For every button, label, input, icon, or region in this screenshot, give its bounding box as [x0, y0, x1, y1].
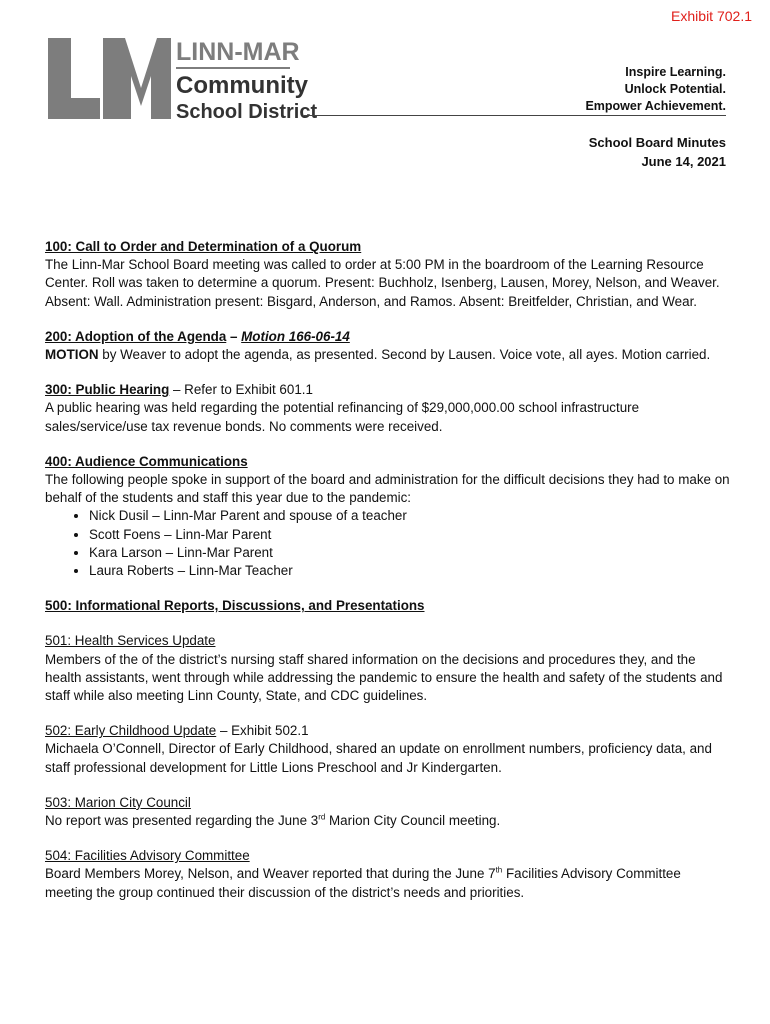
section-503 [45, 794, 730, 830]
section-text: Michaela O’Connell, Director of Early Childhood, shared an update on enrollment numbers, proficiency data, and staff professional development for Little Lions Preschool and Jr Kindergarten. [45, 741, 712, 775]
title-date: June 14, 2021 [641, 154, 726, 169]
subsection-heading: 504: Facilities Advisory Committee [45, 848, 250, 864]
heading-dash: – [226, 328, 242, 344]
tagline-line: Unlock Potential. [624, 82, 726, 96]
section-heading: 200: Adoption of the Agenda [45, 328, 227, 344]
tagline-line: Inspire Learning. [625, 65, 726, 79]
text-part: Board Members Morey, Nelson, and Weaver reported that during the June 7 [45, 866, 496, 882]
minutes-body [45, 238, 730, 919]
ordinal-suffix: rd [318, 812, 326, 822]
subsection-heading: 502: Early Childhood Update [45, 723, 217, 739]
lm-logo-mark [48, 36, 318, 123]
exhibit-reference: – Refer to Exhibit 601.1 [169, 382, 313, 398]
motion-number: Motion 166-06-14 [241, 328, 350, 344]
section-heading: 300: Public Hearing [45, 382, 170, 398]
logo-line1: LINN-MAR [176, 38, 300, 66]
section-text: The following people spoke in support of the board and administration for the difficult decisions they had to make on behalf of the students and staff this year due to the pandemic: [45, 472, 730, 506]
district-logo [48, 36, 318, 127]
section-200 [45, 328, 730, 364]
exhibit-label: Exhibit 702.1 [671, 8, 752, 24]
section-heading: 400: Audience Communications [45, 453, 248, 469]
document-title [589, 133, 726, 171]
section-501 [45, 632, 730, 705]
section-text: A public hearing was held regarding the potential refinancing of $29,000,000.00 school infrastructure sales/service/use tax revenue bonds. No comments were received. [45, 400, 640, 434]
section-100 [45, 238, 730, 311]
logo-line2: Community [176, 72, 308, 99]
section-text [45, 812, 730, 830]
exhibit-reference: – Exhibit 502.1 [216, 723, 309, 739]
list-item: • Scott Foens – Linn-Mar Parent [89, 526, 730, 544]
title-line: School Board Minutes [588, 135, 726, 150]
ordinal-suffix: th [495, 866, 503, 876]
section-heading: 100: Call to Order and Determination of a Quorum [45, 239, 362, 254]
tagline-line: Empower Achievement. [585, 99, 726, 113]
text-part: No report was presented regarding the June 3 [45, 813, 319, 829]
text-part: Facilities Advisory Committee meeting the group continued their discussion of the district’s needs and priorities. [45, 866, 681, 900]
section-text [45, 865, 730, 901]
section-300 [45, 381, 730, 436]
section-502 [45, 722, 730, 777]
tagline [585, 64, 726, 115]
list-item: • Kara Larson – Linn-Mar Parent [89, 544, 730, 562]
section-text: The Linn-Mar School Board meeting was called to order at 5:00 PM in the boardroom of the Learning Resource Center. Roll was taken to determine a quorum. Present: Buchholz, Isenberg, Lausen, Morey, Nelson, and Weaver. Absent: Wall. Administration present: Bisgard, Anderson, and Ramos. Absent: Breitfelder, Christian, and Wear. [45, 257, 720, 309]
motion-label: MOTION [45, 347, 99, 363]
section-text: Members of the of the district’s nursing staff shared information on the decisions and procedures they, and the health assistants, went through while addressing the pandemic to ensure the health and safety of the students and staff while also meeting Linn County, State, and CDC guidelines. [45, 651, 723, 704]
section-400 [45, 453, 730, 580]
subsection-heading: 503: Marion City Council [45, 794, 191, 810]
text-part: Marion City Council meeting. [325, 813, 501, 829]
list-item: • Laura Roberts – Linn-Mar Teacher [89, 562, 730, 580]
speaker-list [45, 507, 730, 580]
section-504 [45, 847, 730, 902]
subsection-heading: 501: Health Services Update [45, 633, 216, 649]
list-item: • Nick Dusil – Linn-Mar Parent and spouse of a teacher [89, 507, 730, 525]
section-heading: 500: Informational Reports, Discussions, and Presentations [45, 598, 425, 614]
logo-line3: School District [176, 101, 318, 123]
header-divider [304, 115, 726, 116]
section-500 [45, 597, 730, 615]
section-text: by Weaver to adopt the agenda, as presented. Second by Lausen. Voice vote, all ayes. Motion carried. [98, 347, 711, 363]
